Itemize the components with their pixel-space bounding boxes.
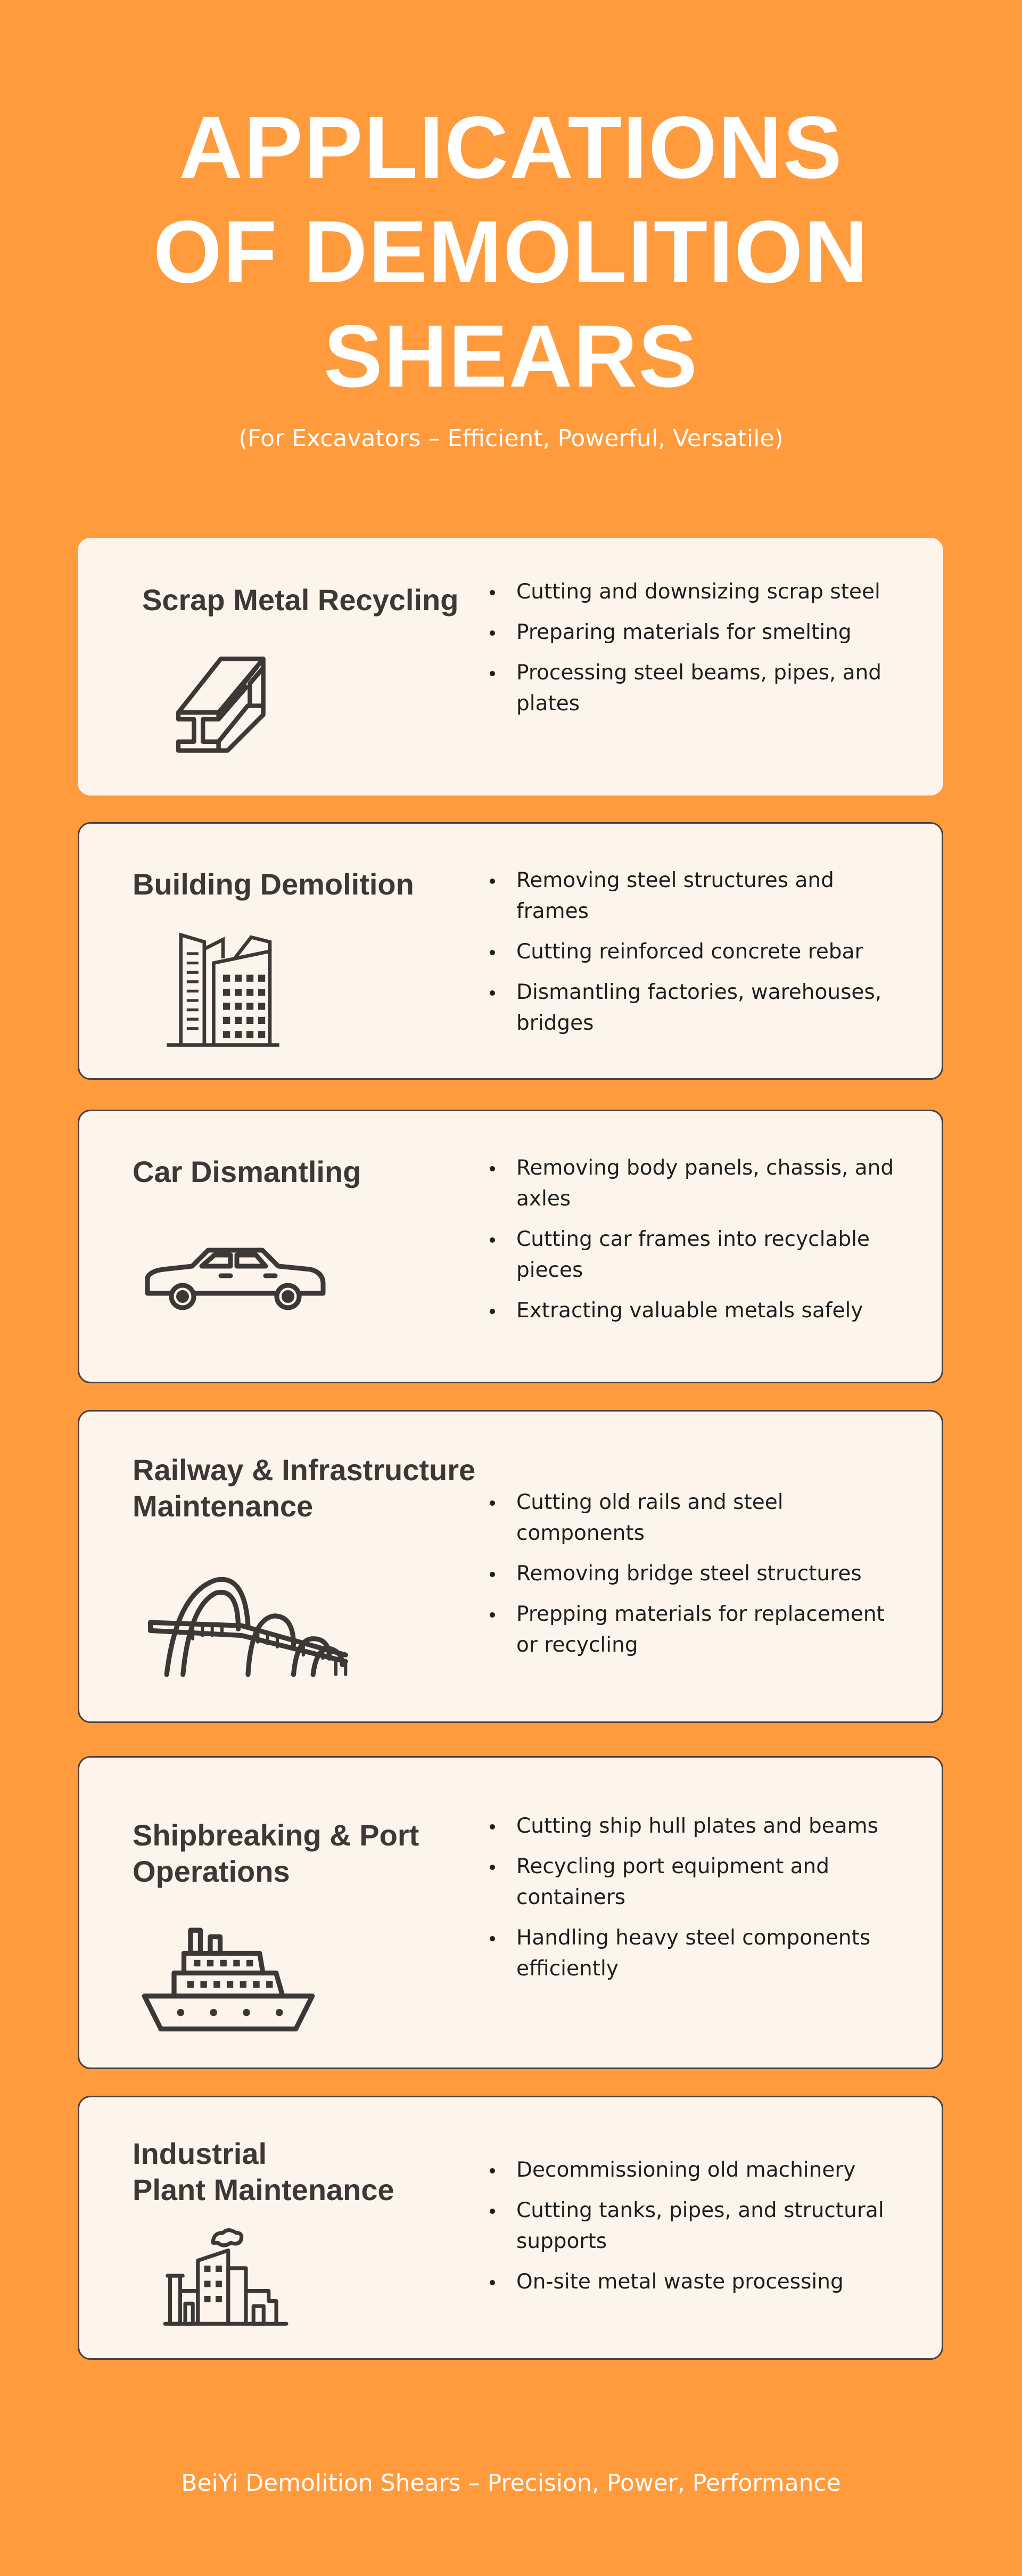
- factory-icon: [162, 2225, 290, 2326]
- list-item: Cutting car frames into recyclable pieces: [487, 1224, 912, 1286]
- application-card-railway: [78, 1410, 943, 1723]
- card-title: Building Demolition: [133, 867, 414, 901]
- list-item: Processing steel beams, pipes, and plates: [487, 658, 912, 719]
- list-item: Recycling port equipment and containers: [487, 1851, 912, 1913]
- page-title: [0, 96, 1022, 409]
- application-card-car-dismantling: [78, 1110, 943, 1383]
- bullet-list: [487, 1811, 912, 1994]
- card-title: Railway & Infrastructure Maintenance: [133, 1453, 476, 1523]
- card-title: Industrial Plant Maintenance: [133, 2137, 394, 2206]
- bullet-list: [487, 865, 912, 1048]
- list-item: Dismantling factories, warehouses, bridges: [487, 977, 912, 1039]
- page-title-line: APPLICATIONS: [179, 99, 843, 197]
- bullet-list: [487, 2155, 912, 2307]
- application-card-scrap-metal: [78, 538, 943, 795]
- application-card-shipbreaking: [78, 1756, 943, 2069]
- footer-tagline: BeiYi Demolition Shears – Precision, Power, Performance: [181, 2470, 841, 2497]
- bullet-list: [487, 1153, 912, 1336]
- bullet-list: [487, 577, 912, 729]
- bullet-list: [487, 1487, 912, 1670]
- card-title: Shipbreaking & Port Operations: [133, 1818, 419, 1888]
- steel-beam-icon: [167, 643, 279, 755]
- list-item: Extracting valuable metals safely: [487, 1295, 912, 1326]
- list-item: Cutting ship hull plates and beams: [487, 1811, 912, 1842]
- list-item: Cutting tanks, pipes, and structural supports: [487, 2195, 912, 2257]
- list-item: Preparing materials for smelting: [487, 617, 912, 648]
- list-item: Removing bridge steel structures: [487, 1558, 912, 1589]
- page-title-line: OF DEMOLITION: [153, 203, 869, 301]
- list-item: Handling heavy steel components efficiently: [487, 1923, 912, 1984]
- list-item: Removing body panels, chassis, and axles: [487, 1153, 912, 1215]
- list-item: Cutting old rails and steel components: [487, 1487, 912, 1549]
- list-item: Cutting and downsizing scrap steel: [487, 577, 912, 608]
- ship-icon: [138, 1923, 319, 2040]
- application-card-industrial-plant: [78, 2096, 943, 2360]
- list-item: Removing steel structures and frames: [487, 865, 912, 927]
- list-item: Decommissioning old machinery: [487, 2155, 912, 2186]
- bridge-icon: [143, 1561, 356, 1678]
- card-title: Scrap Metal Recycling: [142, 583, 459, 617]
- list-item: Cutting reinforced concrete rebar: [487, 937, 912, 967]
- page-subtitle: (For Excavators – Efficient, Powerful, Versatile): [238, 425, 784, 452]
- car-icon: [138, 1239, 329, 1319]
- buildings-icon: [164, 928, 282, 1050]
- list-item: On-site metal waste processing: [487, 2267, 912, 2298]
- list-item: Prepping materials for replacement or recycling: [487, 1599, 912, 1661]
- card-title: Car Dismantling: [133, 1155, 361, 1188]
- application-card-building-demolition: [78, 822, 943, 1080]
- page-title-line: SHEARS: [324, 307, 698, 406]
